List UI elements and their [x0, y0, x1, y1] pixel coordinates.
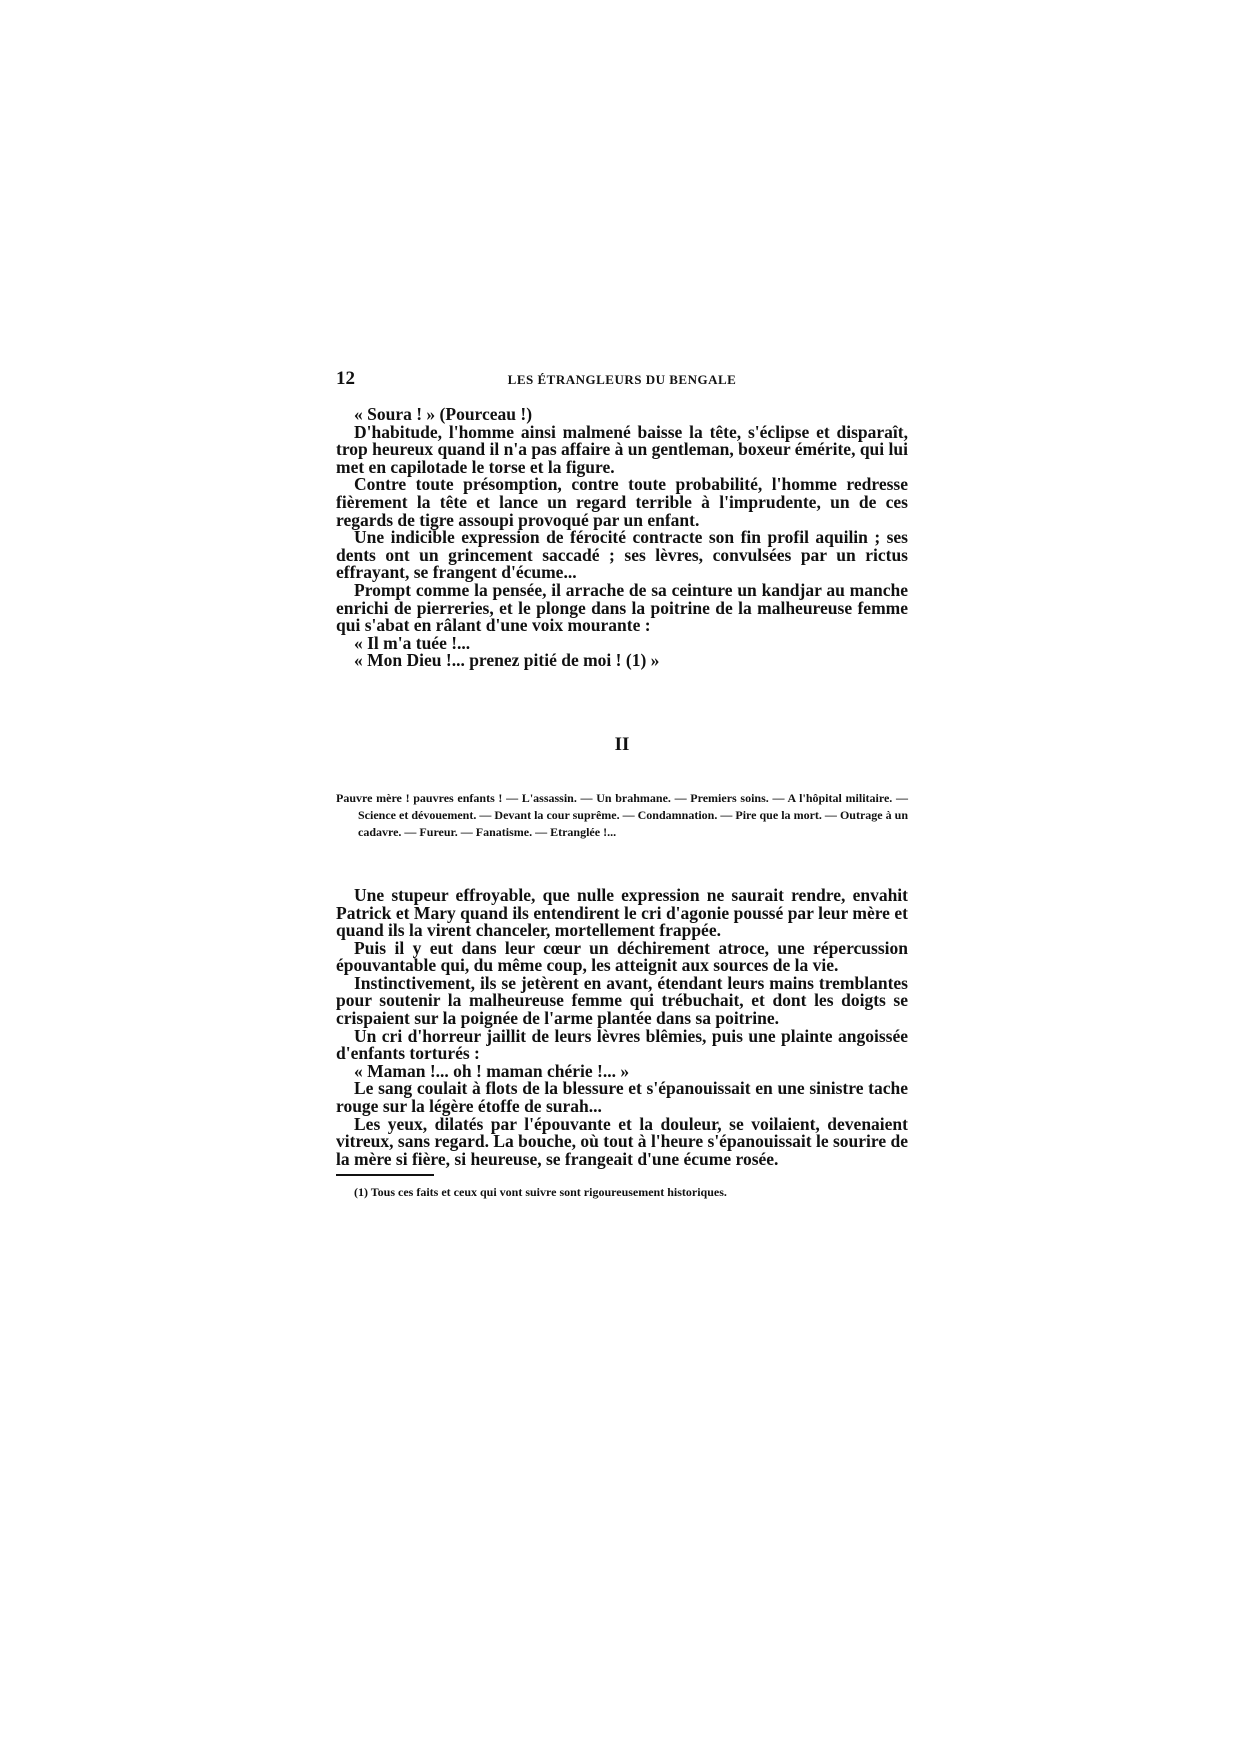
footnote-divider: [336, 1174, 434, 1176]
paragraph: Le sang coulait à flots de la blessure et s'épanouissait en une sinistre tache rouge sur la légère étoffe de surah...: [336, 1078, 908, 1117]
book-page: [336, 368, 908, 1201]
footnote: (1) Tous ces faits et ceux qui vont suivre sont rigoureusement historiques.: [354, 1185, 727, 1200]
top-text-block: [336, 406, 908, 670]
paragraph: Un cri d'horreur jaillit de leurs lèvres blêmies, puis une plainte angoissée d'enfants torturés :: [336, 1025, 908, 1064]
section-text-block: [336, 884, 908, 1169]
page-header: [336, 368, 908, 390]
paragraph: « Soura ! » (Pourceau !): [354, 404, 533, 424]
page-number: 12: [336, 368, 355, 389]
paragraph: Contre toute présomption, contre toute probabilité, l'homme redresse fièrement la tête et lance un regard terrible à l'imprudente, un de ces regards de tigre assoupi provoqué par un enfant.: [336, 474, 908, 530]
paragraph: D'habitude, l'homme ainsi malmené baisse la tête, s'éclipse et disparaît, trop heureux quand il n'a pas affaire à un gentleman, boxeur émérite, qui lui met en capilotade le torse et la figure.: [336, 421, 908, 477]
paragraph: Une indicible expression de férocité contracte son fin profil aquilin ; ses dents ont un grincement saccadé ; ses lèvres, convulsées par un rictus effrayant, se frangent d'écume...: [336, 527, 908, 583]
paragraph: « Maman !... oh ! maman chérie !... »: [354, 1060, 630, 1081]
paragraph: Instinctivement, ils se jetèrent en avant, étendant leurs mains tremblantes pour soutenir la malheureuse femme qui trébuchait, et dont les doigts se crispaient sur la poignée de l'arme plantée dans sa poitrine.: [336, 972, 908, 1029]
section-summary: Pauvre mère ! pauvres enfants ! — L'assassin. — Un brahmane. — Premiers soins. — A l'hôpital militaire. — Science et dévouement. — Devant la cour suprême. — Condamnation. — Pire que la mort. — Outrage à un cadavre. — Fureur. — Fanatisme. — Etranglée !...: [336, 790, 908, 839]
paragraph: Une stupeur effroyable, que nulle expression ne saurait rendre, envahit Patrick et Mary quand ils entendirent le cri d'agonie poussé par leur mère et quand ils la virent chanceler, mortellement frappée.: [336, 884, 908, 941]
paragraph: Puis il y eut dans leur cœur un déchirement atroce, une répercussion épouvantable qui, du même coup, les atteignit aux sources de la vie.: [336, 937, 908, 976]
section-number: II: [614, 733, 630, 755]
paragraph: Prompt comme la pensée, il arrache de sa ceinture un kandjar au manche enrichi de pierreries, et le plonge dans la poitrine de la malheureuse femme qui s'abat en râlant d'une voix mourante :: [336, 579, 908, 636]
running-title: LES ÉTRANGLEURS DU BENGALE: [507, 372, 737, 387]
paragraph: « Mon Dieu !... prenez pitié de moi ! (1) »: [354, 650, 660, 671]
paragraph: Les yeux, dilatés par l'épouvante et la douleur, se voilaient, devenaient vitreux, sans regard. La bouche, où tout à l'heure s'épanouissait le sourire de la mère si fière, si heureuse, se frangeait d'une écume rosée.: [336, 1113, 908, 1169]
paragraph: « Il m'a tuée !...: [354, 632, 471, 653]
